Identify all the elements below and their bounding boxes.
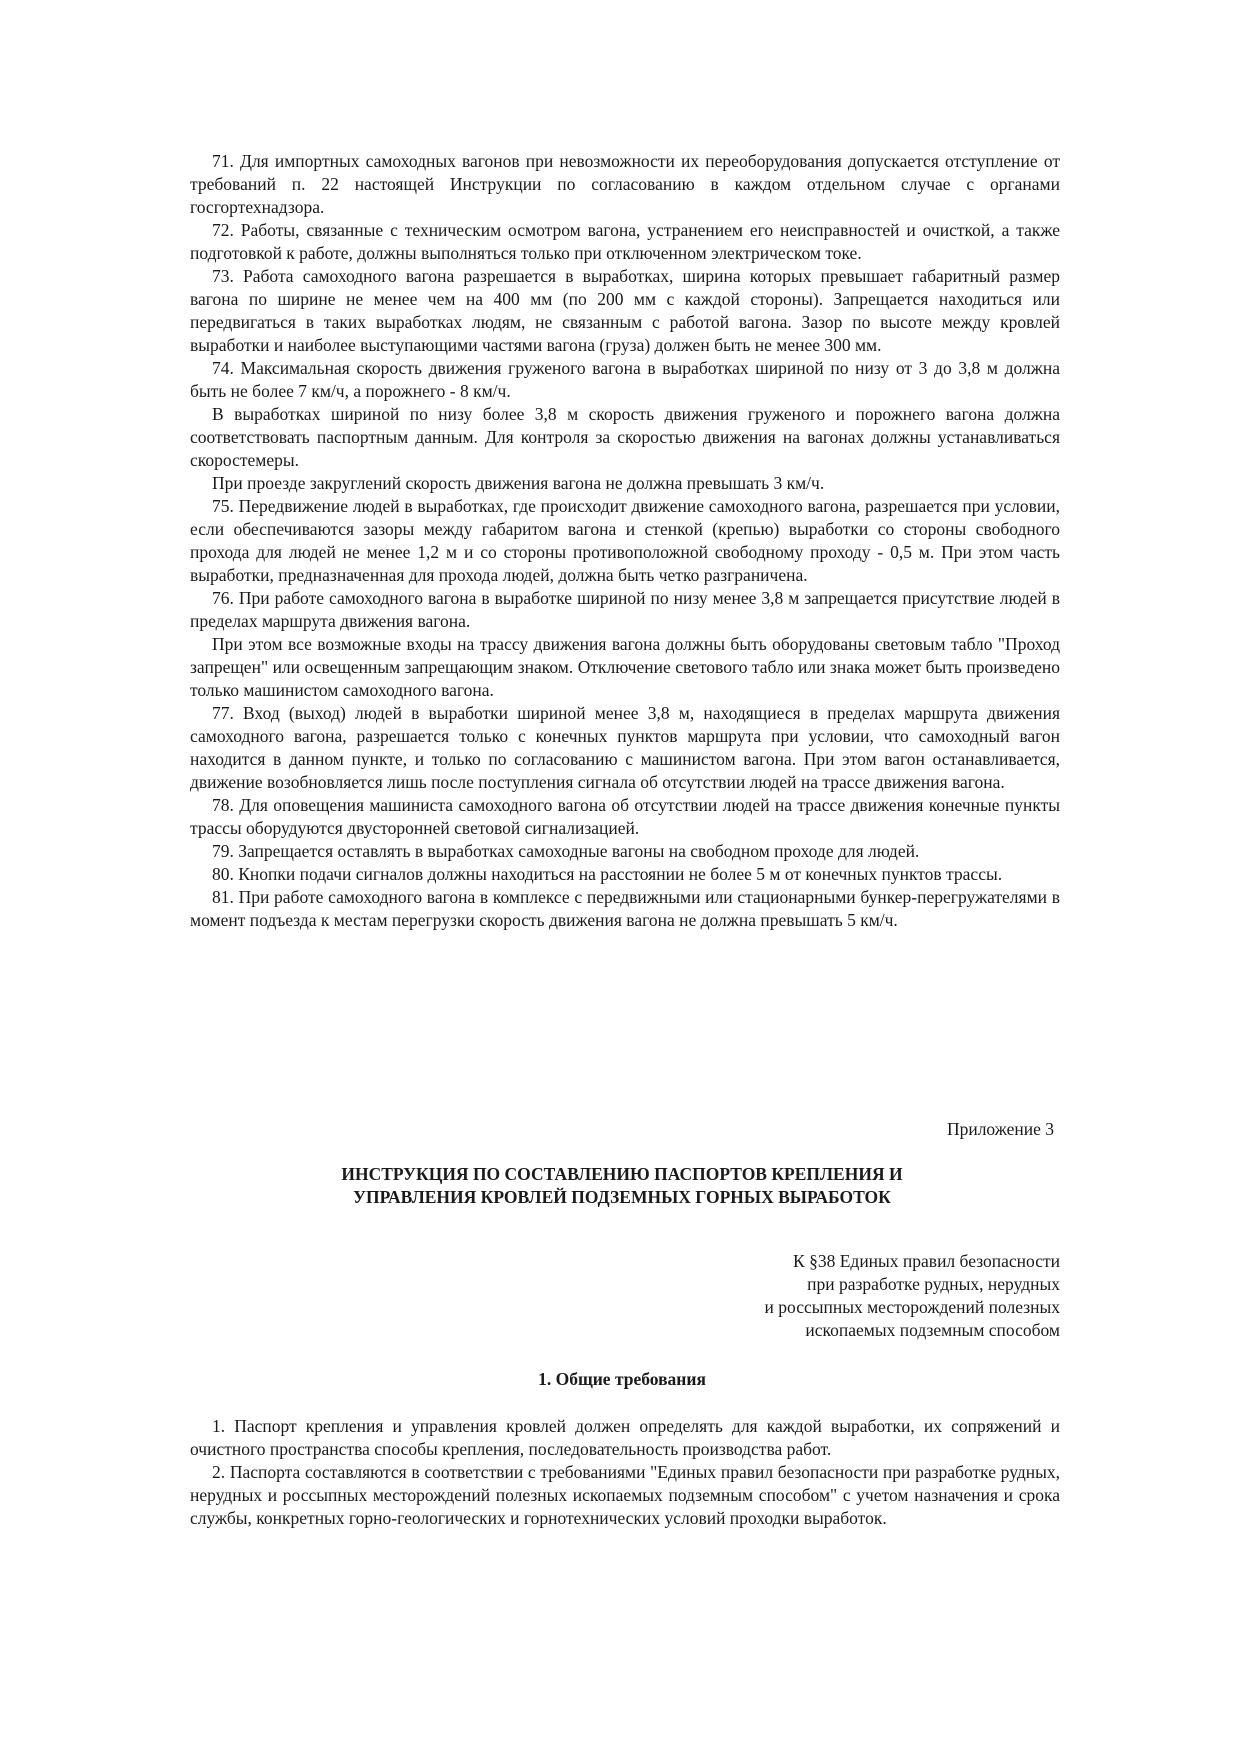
appendix-label: Приложение 3 <box>946 1119 1054 1139</box>
section-paragraph-2: 2. Паспорта составляются в соответствии с требованиями "Единых правил безопасности при разработке рудных, нерудных и россыпных месторождений полезных ископаемых подземным способом" с учетом назначения и срока службы, конкретных горно-геологических и горнотехнических условий проходки выработок. <box>190 1462 1060 1528</box>
paragraph-76-continued: При этом все возможные входы на трассу движения вагона должны быть оборудованы световым табло "Проход запрещен" или освещенным запрещающим знаком. Отключение светового табло или знака может быть произведено только машинистом самоходного вагона. <box>190 634 1060 700</box>
reference-line-1: К §38 Единых правил безопасности <box>793 1251 1060 1271</box>
document-title-line-1: ИНСТРУКЦИЯ ПО СОСТАВЛЕНИЮ ПАСПОРТОВ КРЕПЛЕНИЯ И <box>341 1164 903 1184</box>
paragraph-80: 80. Кнопки подачи сигналов должны находиться на расстоянии не более 5 м от конечных пунктов трассы. <box>212 864 1003 884</box>
section-paragraph-1: 1. Паспорт крепления и управления кровлей должен определять для каждой выработки, их сопряжений и очистного пространства способы крепления, последовательность производства работ. <box>190 1416 1060 1459</box>
paragraph-74-curves: При проезде закруглений скорость движения вагона не должна превышать 3 км/ч. <box>212 473 825 493</box>
paragraph-79: 79. Запрещается оставлять в выработках самоходные вагоны на свободном проходе для людей. <box>212 841 920 861</box>
paragraph-71: 71. Для импортных самоходных вагонов при невозможности их переоборудования допускается отступление от требований п. 22 настоящей Инструкции по согласованию в каждом отдельном случае с органами госгортехнадзора. <box>190 151 1060 217</box>
reference-line-2: при разработке рудных, нерудных <box>807 1274 1060 1294</box>
paragraph-81: 81. При работе самоходного вагона в комплексе с передвижными или стационарными бункер-перегружателями в момент подъезда к местам перегрузки скорость движения вагона не должна превышать 5 км/ч. <box>190 887 1060 930</box>
paragraph-76: 76. При работе самоходного вагона в выработке шириной по низу менее 3,8 м запрещается присутствие людей в пределах маршрута движения вагона. <box>190 588 1060 631</box>
paragraph-72: 72. Работы, связанные с техническим осмотром вагона, устранением его неисправностей и очисткой, а также подготовкой к работе, должны выполняться только при отключенном электрическом токе. <box>190 220 1060 263</box>
document-title <box>190 1163 1054 1209</box>
paragraph-74: 74. Максимальная скорость движения груженого вагона в выработках шириной по низу от 3 до 3,8 м должна быть не более 7 км/ч, а порожнего - 8 км/ч. <box>190 358 1060 401</box>
reference-line-4: ископаемых подземным способом <box>805 1320 1060 1340</box>
reference-line-3: и россыпных месторождений полезных <box>764 1297 1060 1317</box>
paragraph-78: 78. Для оповещения машиниста самоходного вагона об отсутствии людей на трассе движения конечные пункты трассы оборудуются двусторонней световой сигнализацией. <box>190 795 1060 838</box>
paragraph-75: 75. Передвижение людей в выработках, где происходит движение самоходного вагона, разрешается при условии, если обеспечиваются зазоры между габаритом вагона и стенкой (крепью) выработки со стороны свободного прохода для людей не менее 1,2 м и со стороны противоположной свободному проходу - 0,5 м. При этом часть выработки, предназначенная для прохода людей, должна быть четко разграничена. <box>190 496 1060 585</box>
main-text-block <box>190 150 1060 932</box>
section-heading: 1. Общие требования <box>538 1369 706 1389</box>
section-text-block <box>190 1415 1060 1530</box>
paragraph-77: 77. Вход (выход) людей в выработки шириной менее 3,8 м, находящиеся в пределах маршрута движения самоходного вагона, разрешается только с конечных пунктов маршрута при условии, что самоходный вагон находится в данном пункте, и только по согласованию с машинистом вагона. При этом вагон останавливается, движение возобновляется лишь после поступления сигнала об отсутствии людей на трассе движения вагона. <box>190 703 1060 792</box>
regulation-reference <box>600 1250 1060 1342</box>
document-title-line-2: УПРАВЛЕНИЯ КРОВЛЕЙ ПОДЗЕМНЫХ ГОРНЫХ ВЫРАБОТОК <box>353 1187 891 1207</box>
paragraph-73: 73. Работа самоходного вагона разрешается в выработках, ширина которых превышает габаритный размер вагона по ширине не менее чем на 400 мм (по 200 мм с каждой стороны). Запрещается находиться или передвигаться в таких выработках людям, не связанным с работой вагона. Зазор по высоте между кровлей выработки и наиболее выступающими частями вагона (груза) должен быть не менее 300 мм. <box>190 266 1060 355</box>
paragraph-74-continued: В выработках шириной по низу более 3,8 м скорость движения груженого и порожнего вагона должна соответствовать паспортным данным. Для контроля за скоростью движения на вагонах должны устанавливаться скоростемеры. <box>190 404 1060 470</box>
